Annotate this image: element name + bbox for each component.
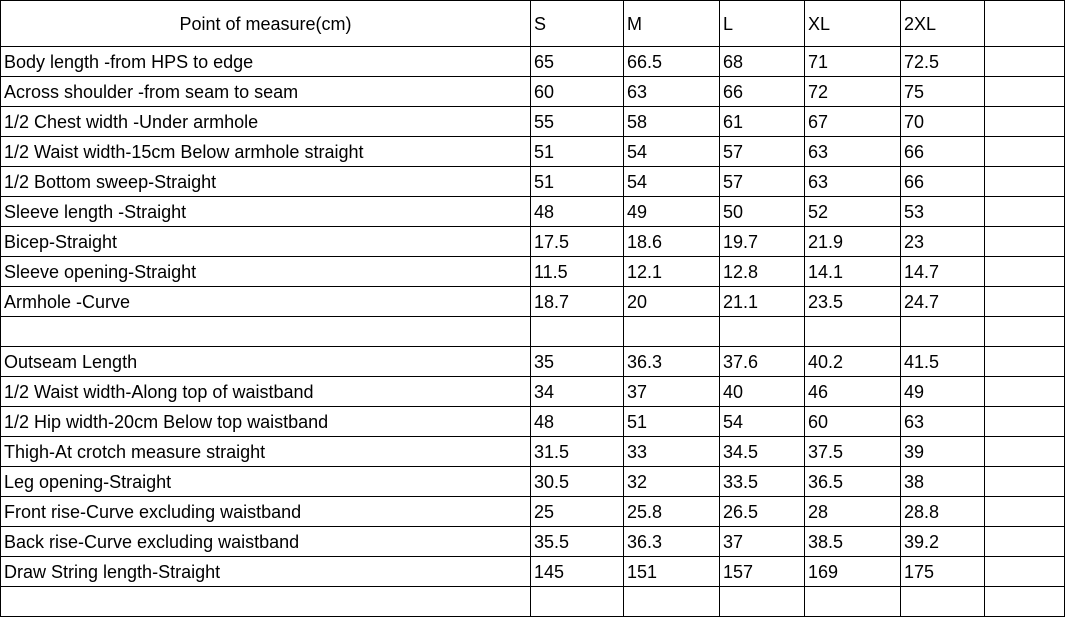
size-header-2xl: 2XL bbox=[901, 1, 985, 47]
measure-label: 1/2 Chest width -Under armhole bbox=[1, 107, 531, 137]
measure-label: Draw String length-Straight bbox=[1, 557, 531, 587]
size-value-m bbox=[624, 587, 720, 617]
table-row bbox=[1, 287, 1065, 317]
measure-label: Back rise-Curve excluding waistband bbox=[1, 527, 531, 557]
size-value-extra bbox=[985, 137, 1065, 167]
size-value-m: 37 bbox=[624, 377, 720, 407]
size-value-extra bbox=[985, 407, 1065, 437]
size-value-l: 26.5 bbox=[720, 497, 805, 527]
size-value-xl bbox=[805, 317, 901, 347]
size-header-empty bbox=[985, 1, 1065, 47]
size-value-s: 25 bbox=[531, 497, 624, 527]
blank-row bbox=[1, 317, 1065, 347]
measure-label: Sleeve length -Straight bbox=[1, 197, 531, 227]
size-value-l: 21.1 bbox=[720, 287, 805, 317]
size-value-extra bbox=[985, 257, 1065, 287]
measure-label bbox=[1, 587, 531, 617]
size-value-2xl: 23 bbox=[901, 227, 985, 257]
size-value-xl: 46 bbox=[805, 377, 901, 407]
size-value-l: 33.5 bbox=[720, 467, 805, 497]
measure-label: Body length -from HPS to edge bbox=[1, 47, 531, 77]
size-value-extra bbox=[985, 377, 1065, 407]
table-row bbox=[1, 467, 1065, 497]
size-value-l: 57 bbox=[720, 137, 805, 167]
size-value-m: 54 bbox=[624, 137, 720, 167]
size-value-m: 18.6 bbox=[624, 227, 720, 257]
size-value-l bbox=[720, 317, 805, 347]
size-value-2xl: 39.2 bbox=[901, 527, 985, 557]
measure-label bbox=[1, 317, 531, 347]
size-value-s bbox=[531, 587, 624, 617]
size-value-xl bbox=[805, 587, 901, 617]
table-row bbox=[1, 227, 1065, 257]
size-value-xl: 21.9 bbox=[805, 227, 901, 257]
size-value-2xl: 175 bbox=[901, 557, 985, 587]
size-value-m: 49 bbox=[624, 197, 720, 227]
size-value-extra bbox=[985, 77, 1065, 107]
size-value-s: 51 bbox=[531, 137, 624, 167]
size-value-m: 51 bbox=[624, 407, 720, 437]
size-value-s: 65 bbox=[531, 47, 624, 77]
table-row bbox=[1, 137, 1065, 167]
size-value-m: 54 bbox=[624, 167, 720, 197]
size-value-2xl: 70 bbox=[901, 107, 985, 137]
size-value-m: 36.3 bbox=[624, 527, 720, 557]
size-value-2xl: 66 bbox=[901, 137, 985, 167]
size-value-2xl: 75 bbox=[901, 77, 985, 107]
size-value-xl: 169 bbox=[805, 557, 901, 587]
size-header-l: L bbox=[720, 1, 805, 47]
table-row bbox=[1, 197, 1065, 227]
measure-label: Leg opening-Straight bbox=[1, 467, 531, 497]
size-value-m: 12.1 bbox=[624, 257, 720, 287]
size-value-l: 66 bbox=[720, 77, 805, 107]
size-value-m: 33 bbox=[624, 437, 720, 467]
size-value-extra bbox=[985, 197, 1065, 227]
size-value-s: 48 bbox=[531, 197, 624, 227]
size-value-s: 35 bbox=[531, 347, 624, 377]
size-value-2xl: 24.7 bbox=[901, 287, 985, 317]
size-value-xl: 36.5 bbox=[805, 467, 901, 497]
size-value-xl: 60 bbox=[805, 407, 901, 437]
size-value-xl: 52 bbox=[805, 197, 901, 227]
size-value-extra bbox=[985, 227, 1065, 257]
size-value-xl: 63 bbox=[805, 167, 901, 197]
size-value-extra bbox=[985, 287, 1065, 317]
size-value-s bbox=[531, 317, 624, 347]
size-value-xl: 38.5 bbox=[805, 527, 901, 557]
size-value-2xl: 28.8 bbox=[901, 497, 985, 527]
size-value-l: 61 bbox=[720, 107, 805, 137]
point-of-measure-header: Point of measure(cm) bbox=[1, 1, 531, 47]
size-value-2xl: 53 bbox=[901, 197, 985, 227]
size-value-s: 55 bbox=[531, 107, 624, 137]
size-value-l: 12.8 bbox=[720, 257, 805, 287]
table-row bbox=[1, 47, 1065, 77]
table-row bbox=[1, 107, 1065, 137]
measure-label: Bicep-Straight bbox=[1, 227, 531, 257]
size-value-2xl: 49 bbox=[901, 377, 985, 407]
size-value-m: 32 bbox=[624, 467, 720, 497]
size-value-xl: 63 bbox=[805, 137, 901, 167]
size-value-xl: 28 bbox=[805, 497, 901, 527]
size-value-s: 51 bbox=[531, 167, 624, 197]
size-value-l: 40 bbox=[720, 377, 805, 407]
size-value-extra bbox=[985, 557, 1065, 587]
size-value-s: 60 bbox=[531, 77, 624, 107]
size-value-m: 20 bbox=[624, 287, 720, 317]
size-value-s: 34 bbox=[531, 377, 624, 407]
size-value-l: 19.7 bbox=[720, 227, 805, 257]
size-value-l: 157 bbox=[720, 557, 805, 587]
size-value-s: 48 bbox=[531, 407, 624, 437]
measure-label: Across shoulder -from seam to seam bbox=[1, 77, 531, 107]
size-value-xl: 14.1 bbox=[805, 257, 901, 287]
size-value-l: 37 bbox=[720, 527, 805, 557]
table-row bbox=[1, 347, 1065, 377]
measure-label: Sleeve opening-Straight bbox=[1, 257, 531, 287]
measure-label: 1/2 Bottom sweep-Straight bbox=[1, 167, 531, 197]
size-value-xl: 67 bbox=[805, 107, 901, 137]
size-value-2xl: 63 bbox=[901, 407, 985, 437]
table-row bbox=[1, 377, 1065, 407]
size-value-m: 25.8 bbox=[624, 497, 720, 527]
size-value-l: 57 bbox=[720, 167, 805, 197]
measure-label: Armhole -Curve bbox=[1, 287, 531, 317]
size-value-2xl: 39 bbox=[901, 437, 985, 467]
table-row bbox=[1, 437, 1065, 467]
size-header-s: S bbox=[531, 1, 624, 47]
size-header-m: M bbox=[624, 1, 720, 47]
measure-label: 1/2 Waist width-15cm Below armhole straight bbox=[1, 137, 531, 167]
size-value-extra bbox=[985, 347, 1065, 377]
table-row bbox=[1, 497, 1065, 527]
size-value-extra bbox=[985, 107, 1065, 137]
size-value-2xl: 41.5 bbox=[901, 347, 985, 377]
size-value-l: 37.6 bbox=[720, 347, 805, 377]
size-value-m: 151 bbox=[624, 557, 720, 587]
size-value-s: 18.7 bbox=[531, 287, 624, 317]
size-value-extra bbox=[985, 587, 1065, 617]
size-value-extra bbox=[985, 527, 1065, 557]
size-value-2xl bbox=[901, 587, 985, 617]
table-row bbox=[1, 257, 1065, 287]
size-value-2xl bbox=[901, 317, 985, 347]
table-row bbox=[1, 557, 1065, 587]
size-value-l: 50 bbox=[720, 197, 805, 227]
size-value-xl: 40.2 bbox=[805, 347, 901, 377]
size-value-s: 145 bbox=[531, 557, 624, 587]
size-value-m bbox=[624, 317, 720, 347]
size-value-s: 31.5 bbox=[531, 437, 624, 467]
size-value-m: 58 bbox=[624, 107, 720, 137]
size-value-l: 54 bbox=[720, 407, 805, 437]
table-row bbox=[1, 407, 1065, 437]
size-value-xl: 23.5 bbox=[805, 287, 901, 317]
measure-label: Front rise-Curve excluding waistband bbox=[1, 497, 531, 527]
table-row bbox=[1, 527, 1065, 557]
size-value-extra bbox=[985, 317, 1065, 347]
header-row bbox=[1, 1, 1065, 47]
size-header-xl: XL bbox=[805, 1, 901, 47]
size-value-extra bbox=[985, 167, 1065, 197]
size-value-2xl: 38 bbox=[901, 467, 985, 497]
blank-row bbox=[1, 587, 1065, 617]
table-row bbox=[1, 167, 1065, 197]
size-value-2xl: 72.5 bbox=[901, 47, 985, 77]
measure-label: Outseam Length bbox=[1, 347, 531, 377]
size-value-extra bbox=[985, 467, 1065, 497]
table-row bbox=[1, 77, 1065, 107]
size-value-s: 30.5 bbox=[531, 467, 624, 497]
size-value-m: 66.5 bbox=[624, 47, 720, 77]
size-value-m: 36.3 bbox=[624, 347, 720, 377]
size-value-m: 63 bbox=[624, 77, 720, 107]
size-value-l: 68 bbox=[720, 47, 805, 77]
size-value-xl: 71 bbox=[805, 47, 901, 77]
size-value-l: 34.5 bbox=[720, 437, 805, 467]
size-value-extra bbox=[985, 437, 1065, 467]
measure-label: 1/2 Hip width-20cm Below top waistband bbox=[1, 407, 531, 437]
size-value-xl: 72 bbox=[805, 77, 901, 107]
size-value-s: 11.5 bbox=[531, 257, 624, 287]
size-value-s: 17.5 bbox=[531, 227, 624, 257]
size-value-xl: 37.5 bbox=[805, 437, 901, 467]
measure-label: Thigh-At crotch measure straight bbox=[1, 437, 531, 467]
size-value-extra bbox=[985, 497, 1065, 527]
size-value-l bbox=[720, 587, 805, 617]
size-value-2xl: 14.7 bbox=[901, 257, 985, 287]
size-value-2xl: 66 bbox=[901, 167, 985, 197]
measure-label: 1/2 Waist width-Along top of waistband bbox=[1, 377, 531, 407]
size-value-extra bbox=[985, 47, 1065, 77]
size-value-s: 35.5 bbox=[531, 527, 624, 557]
